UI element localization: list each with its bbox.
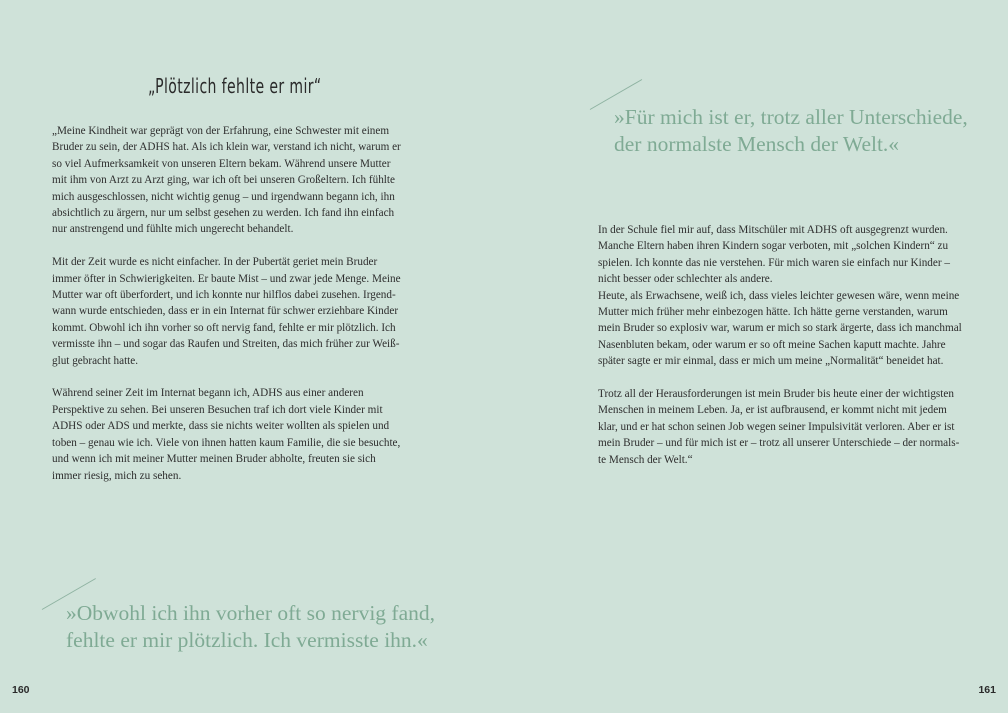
text-line: später sagte er mir einmal, dass er mich um meine „Normalität“ beneidet hat.: [598, 355, 944, 368]
text-line: immer riesig, mich zu sehen.: [52, 469, 182, 482]
left-paragraph-1: [52, 123, 404, 238]
text-line: Mutter war oft überfordert, und ich konnte nur hilflos dabei zusehen. Irgend-: [52, 289, 396, 302]
text-line: klar, und er hat schon seinen Job wegen seiner Impulsivität verloren. Aber er ist: [598, 420, 955, 433]
text-line: Nasenbluten bekam, oder warum er so oft meine Sachen kaputt machte. Jahre: [598, 338, 946, 351]
text-line: spielen. Ich konnte das nie verstehen. Für mich waren sie einfach nur Kinder –: [598, 256, 950, 269]
right-page: [504, 0, 1008, 713]
pull-quote-line: fehlte er mir plötzlich. Ich vermisste ihn.«: [66, 628, 428, 652]
text-line: kommt. Obwohl ich ihn vorher so oft nervig fand, fehlte er mir plötzlich. Ich: [52, 321, 396, 334]
text-line: ADHS oder ADS und merkte, dass sie nichts weiter wollten als spielen und: [52, 420, 390, 433]
right-paragraph-1: [598, 222, 968, 370]
pull-quote-right: [614, 104, 968, 158]
text-line: und wenn ich mit meiner Mutter meinen Bruder abholte, freuten sie sich: [52, 453, 376, 466]
text-line: „Meine Kindheit war geprägt von der Erfahrung, eine Schwester mit einem: [52, 125, 390, 137]
text-line: Perspektive zu sehen. Bei unseren Besuchen traf ich dort viele Kinder mit: [52, 403, 383, 416]
text-line: glut gebracht hatte.: [52, 354, 139, 367]
text-line: so viel Aufmerksamkeit von unseren Eltern bekam. Während unsere Mutter: [52, 157, 391, 170]
text-line: vermisste ihn – und sogar das Raufen und Streiten, das mich früher zur Weiß-: [52, 338, 400, 351]
text-line: Heute, als Erwachsene, weiß ich, dass vieles leichter gewesen wäre, wenn meine: [598, 289, 960, 302]
left-paragraph-2: [52, 254, 404, 369]
text-line: Mit der Zeit wurde es nicht einfacher. In der Pubertät geriet mein Bruder: [52, 256, 378, 269]
text-line: Mutter mich früher mehr einbezogen hätte. Ich hätte gerne verstanden, warum: [598, 306, 948, 319]
text-line: Manche Eltern haben ihren Kindern sogar verboten, mit „solchen Kindern“ zu: [598, 240, 949, 253]
text-line: nur anstrengend und fühlte mich ungerecht behandelt.: [52, 223, 294, 236]
pull-quote-line: »Für mich ist er, trotz aller Unterschiede,: [614, 105, 968, 129]
page-number-right: 161: [978, 684, 996, 696]
pull-quote-line: »Obwohl ich ihn vorher oft so nervig fand,: [66, 601, 436, 625]
text-line: wann wurde entschieden, dass er in ein Internat für schwer erziehbare Kinder: [52, 305, 399, 318]
right-paragraph-2: [598, 386, 968, 468]
text-line: nicht besser oder schlechter als andere.: [598, 273, 773, 286]
left-body-text: [52, 123, 404, 500]
text-line: In der Schule fiel mir auf, dass Mitschüler mit ADHS oft ausgegrenzt wurden.: [598, 224, 948, 236]
text-line: mit ihm von Arzt zu Arzt ging, war ich oft bei unseren Großeltern. Ich fühlte: [52, 174, 395, 187]
right-body-text: [598, 222, 968, 484]
page-number-left: 160: [12, 684, 30, 696]
text-line: te Mensch der Welt.“: [598, 453, 693, 466]
pull-quote-left: [66, 600, 435, 654]
text-line: Bruder zu sein, der ADHS hat. Als ich klein war, verstand ich nicht, warum er: [52, 141, 401, 154]
text-line: Trotz all der Herausforderungen ist mein Bruder bis heute einer der wichtigsten: [598, 388, 954, 401]
pull-quote-line: der normalste Mensch der Welt.«: [614, 132, 900, 156]
text-line: Während seiner Zeit im Internat begann ich, ADHS aus einer anderen: [52, 387, 364, 400]
left-paragraph-3: [52, 385, 404, 483]
text-line: mein Bruder – und für mich ist er – trotz all unserer Unterschiede – der normals-: [598, 437, 960, 450]
text-line: absichtlich zu ärgern, nur um selbst gesehen zu werden. Ich fand ihn einfach: [52, 207, 395, 220]
text-line: mein Bruder so explosiv war, warum er mich so stark ärgerte, dass ich manchmal: [598, 322, 962, 335]
text-line: mich ausgeschlossen, nicht wichtig genug – und irgendwann begann ich, ihn: [52, 190, 395, 203]
text-line: toben – genau wie ich. Viele von ihnen hatten kaum Familie, die sie besuchte,: [52, 436, 401, 449]
article-title: „Plötzlich fehlte er mir“: [148, 74, 322, 98]
text-line: Menschen in meinem Leben. Ja, er ist aufbrausend, er kommt nicht mit jedem: [598, 404, 947, 417]
text-line: immer öfter in Schwierigkeiten. Er baute Mist – und zwar jede Menge. Meine: [52, 272, 401, 285]
